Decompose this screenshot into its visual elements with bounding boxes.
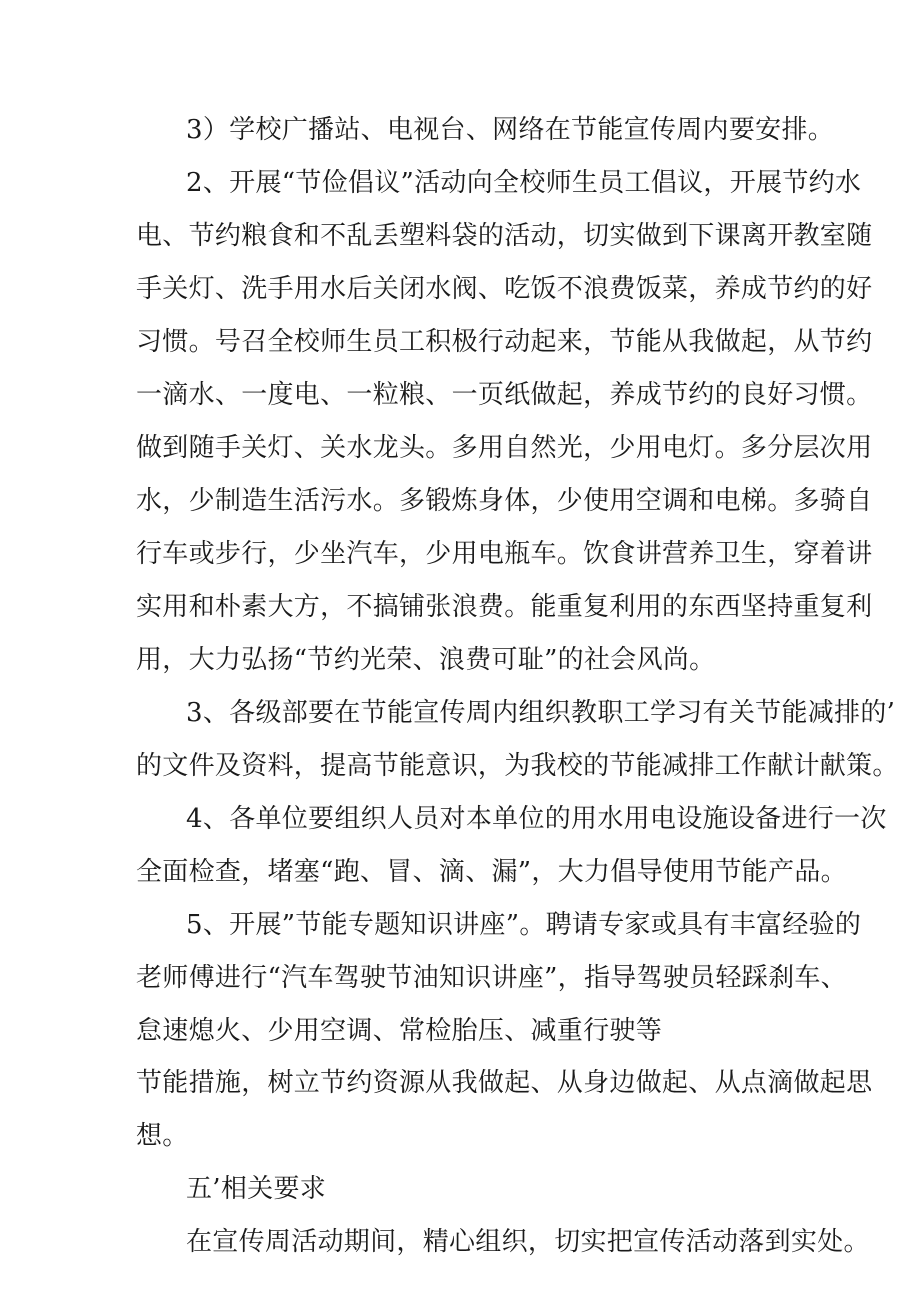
text-line-3: 电、节约粮食和不乱丢塑料袋的活动，切实做到下课离开教室随 bbox=[136, 221, 873, 251]
text-line-12: 3、各级部要在节能宣传周内组织教职工学习有关节能减排的’ bbox=[186, 698, 896, 728]
text-line-6: 一滴水、一度电、一粒粮、一页纸做起，养成节约的良好习惯。 bbox=[136, 380, 873, 410]
text-line-8: 水，少制造生活污水。多锻炼身体，少使用空调和电梯。多骑自 bbox=[136, 486, 873, 516]
text-line-17: 老师傅进行“汽车驾驶节油知识讲座”，指导驾驶员轻踩刹车、 bbox=[136, 963, 847, 993]
text-line-15: 全面检查，堵塞“跑、冒、滴、漏”，大力倡导使用节能产品。 bbox=[136, 857, 847, 887]
text-line-18: 怠速熄火、少用空调、常检胎压、减重行驶等 bbox=[136, 1016, 663, 1046]
text-line-16: 5、开展”节能专题知识讲座”。聘请专家或具有丰富经验的 bbox=[186, 910, 862, 940]
text-line-13: 的文件及资料，提高节能意识，为我校的节能减排工作献计献策。 bbox=[136, 751, 899, 781]
text-line-10: 实用和朴素大方，不搞铺张浪费。能重复利用的东西坚持重复利 bbox=[136, 592, 873, 622]
text-line-20: 想。 bbox=[136, 1121, 189, 1151]
text-line-5: 习惯。号召全校师生员工积极行动起来，节能从我做起，从节约 bbox=[136, 327, 873, 357]
text-line-1: 3）学校广播站、电视台、网络在节能宣传周内要安排。 bbox=[186, 115, 835, 145]
text-line-4: 手关灯、洗手用水后关闭水阀、吃饭不浪费饭菜，养成节约的好 bbox=[136, 274, 873, 304]
text-line-22: 在宣传周活动期间，精心组织，切实把宣传活动落到实处。 bbox=[186, 1227, 870, 1257]
text-line-11: 用，大力弘扬“节约光荣、浪费可耻”的社会风尚。 bbox=[136, 645, 716, 675]
text-line-2: 2、开展“节俭倡议”活动向全校师生员工倡议，开展节约水 bbox=[186, 168, 862, 198]
text-line-7: 做到随手关灯、关水龙头。多用自然光，少用电灯。多分层次用 bbox=[136, 433, 873, 463]
text-line-9: 行车或步行，少坐汽车，少用电瓶车。饮食讲营养卫生，穿着讲 bbox=[136, 539, 873, 569]
text-line-14: 4、各单位要组织人员对本单位的用水用电设施设备进行一次 bbox=[186, 804, 887, 834]
text-line-19: 节能措施，树立节约资源从我做起、从身边做起、从点滴做起思 bbox=[136, 1068, 873, 1098]
section-heading: 五’相关要求 bbox=[186, 1174, 327, 1204]
